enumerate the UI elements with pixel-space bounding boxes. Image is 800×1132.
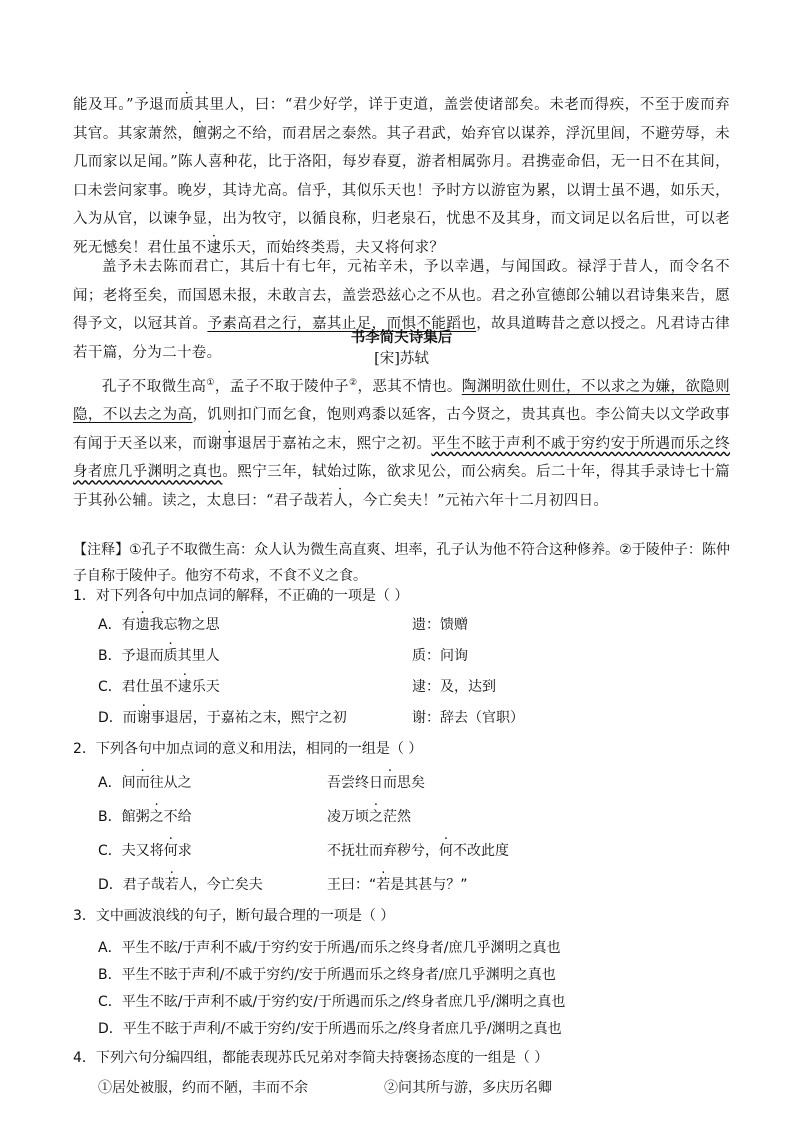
question-1-option-c[interactable]: C．君仕虽不逮乐天 [98, 679, 220, 695]
underlined-sentence: 予素高君之行，嘉其止足，而惧不能蹈也 [207, 316, 477, 332]
question-3-option-d[interactable]: D．平生不眩于声利/不戚于穷约/安于所遇而乐之/终身者庶几乎/渊明之真也 [98, 1021, 562, 1037]
question-2-compare-d: 王曰：“若是其甚与？” [327, 877, 468, 893]
footnote-mark: ② [348, 378, 358, 388]
question-1-explanation-a: 遗：馈赠 [412, 617, 468, 633]
passage-paragraph-1: 能及耳。”予退而质其里人，曰：“君少好学，详于吏道，盖尝使诸部矣。未老而得疾，不至于废而弃其官。其家萧然，饘粥之不给，而君居之泰然。其子君武，始弃官以谋养，浮沉里闾，不避劳辱，未几而家以足闻。”陈人喜种花，比于洛阳，每岁春夏，游者相属弥月。君携壶命侣，无一日不在其间，口未尝问家事。晚岁，其诗尤高。信乎，其似乐天也！予时方以游宦为累，以谓士虽不遇，如乐天，入为从官，以谏争显，出为牧守，以循良称，归老泉石，忧患不及其身，而文词足以名后世，可以老死无憾矣！君仕虽不逮乐天，而始终类焉，夫又将何求？ [73, 97, 730, 256]
question-2-stem: 2．下列各句中加点词的意义和用法，相同的一组是（ ） [73, 741, 423, 757]
question-1-option-b[interactable]: B．予退而质其里人 [98, 648, 220, 664]
dotted-word: 饘 [192, 125, 208, 142]
question-2-option-d[interactable]: D．君子哉若人，今亡矣夫 [98, 877, 263, 893]
question-1-stem: 1．对下列各句中加点词的解释，不正确的一项是（ ） [73, 588, 409, 604]
question-3-stem: 3．文中画波浪线的句子，断句最合理的一项是（ ） [73, 908, 395, 924]
question-1-explanation-d: 谢：辞去（官职） [412, 710, 524, 726]
question-4-stem: 4．下列六句分编四组，都能表现苏氏兄弟对李简夫持褒扬态度的一组是（ ） [73, 1050, 549, 1066]
dotted-word: 若 [318, 492, 334, 509]
footnote-mark: ① [206, 378, 215, 388]
dotted-word: 谢 [207, 435, 223, 452]
question-2-option-c[interactable]: C．夫又将何求 [98, 843, 192, 859]
question-2-option-b[interactable]: B．館粥之不给 [98, 809, 192, 825]
question-3-option-a[interactable]: A．平生不眩/于声利不戚/于穷约安于所遇/而乐之终身者/庶几乎渊明之真也 [98, 940, 561, 956]
question-1-explanation-c: 逮：及，达到 [412, 679, 496, 695]
question-1-option-a[interactable]: A．有遗我忘物之思 [98, 617, 220, 633]
question-2-option-a[interactable]: A．间而往从之 [98, 775, 192, 791]
dotted-word: 质 [179, 97, 195, 113]
question-1-explanation-b: 质：问询 [412, 648, 468, 664]
question-2-compare-b: 凌万顷之茫然 [327, 809, 411, 825]
question-2-compare-c: 不抚壮而弃秽兮，何不改此度 [327, 843, 509, 859]
wavy-underlined-sentence: 平生不眩于声利不戚于穷约安于所遇而乐之终身者庶几乎渊明之真也 [73, 435, 731, 481]
dotted-word: 逮 [206, 239, 222, 256]
question-3-option-c[interactable]: C．平生不眩/于声利不戚/于穷约安/于所遇而乐之/终身者庶几乎/渊明之真也 [98, 994, 566, 1010]
question-4-item-1: ①居处被服，约而不陋，丰而不余 [98, 1080, 308, 1096]
question-1-option-d[interactable]: D．而谢事退居，于嘉祐之末，熙宁之初 [98, 710, 347, 726]
question-3-option-b[interactable]: B．平生不眩于声利/不戚于穷约/安于所遇而乐之终身者/庶几乎渊明之真也 [98, 967, 556, 983]
passage-paragraph-3: 孔子不取微生高①，孟子不取于陵仲子②，恶其不情也。陶渊明欲仕则仕，不以求之为嫌，欲隐则隐，不以去之为高，饥则扣门而乞食，饱则鸡黍以延客，古今贤之，贵其真也。李公简夫以文学政事有闻于天圣以来，而谢事退居于嘉祐之末，熙宁之初。平生不眩于声利不戚于穷约安于所遇而乐之终身者庶几乎渊明之真也。熙宁三年，轼始过陈，欲求见公，而公病矣。后二十年，得其手录诗七十篇于其孙公辅。读之，太息曰：“君子哉若人，今亡矣夫！”元祐六年十二月初四日。 [73, 378, 731, 509]
question-2-compare-a: 吾尝终日而思矣 [327, 775, 425, 791]
passage-paragraph-2: 盖予未去陈而君亡，其后十有七年，元祐辛未，予以幸遇，与闻国政。禄浮于昔人，而令名不闻；老将至矣，而国恩未报，未敢言去，盖尝恐兹心之不从也。君之孙宣德郎公辅以君诗集来告，愿得予文，以冠其首。予素高君之行，嘉其止足，而惧不能蹈也，故具道畴昔之意以授之。凡君诗古律若干篇，分为二十卷。 [73, 259, 730, 361]
essay-author: [宋]苏轼 [374, 351, 429, 367]
underlined-sentence: 陶渊明欲仕则仕，不以求之为嫌，欲隐则隐，不以去之为高 [73, 378, 731, 424]
annotation-note: 【注释】①孔子不取微生高：众人认为微生高直爽、坦率，孔子认为他不符合这种修养。②于陵仲子：陈仲子自称于陵仲子。他穷不苟求，不食不义之食。 [73, 542, 730, 584]
essay-title: 书李简夫诗集后 [350, 330, 453, 346]
question-4-item-2: ②问其所与游，多庆历名卿 [384, 1080, 552, 1096]
